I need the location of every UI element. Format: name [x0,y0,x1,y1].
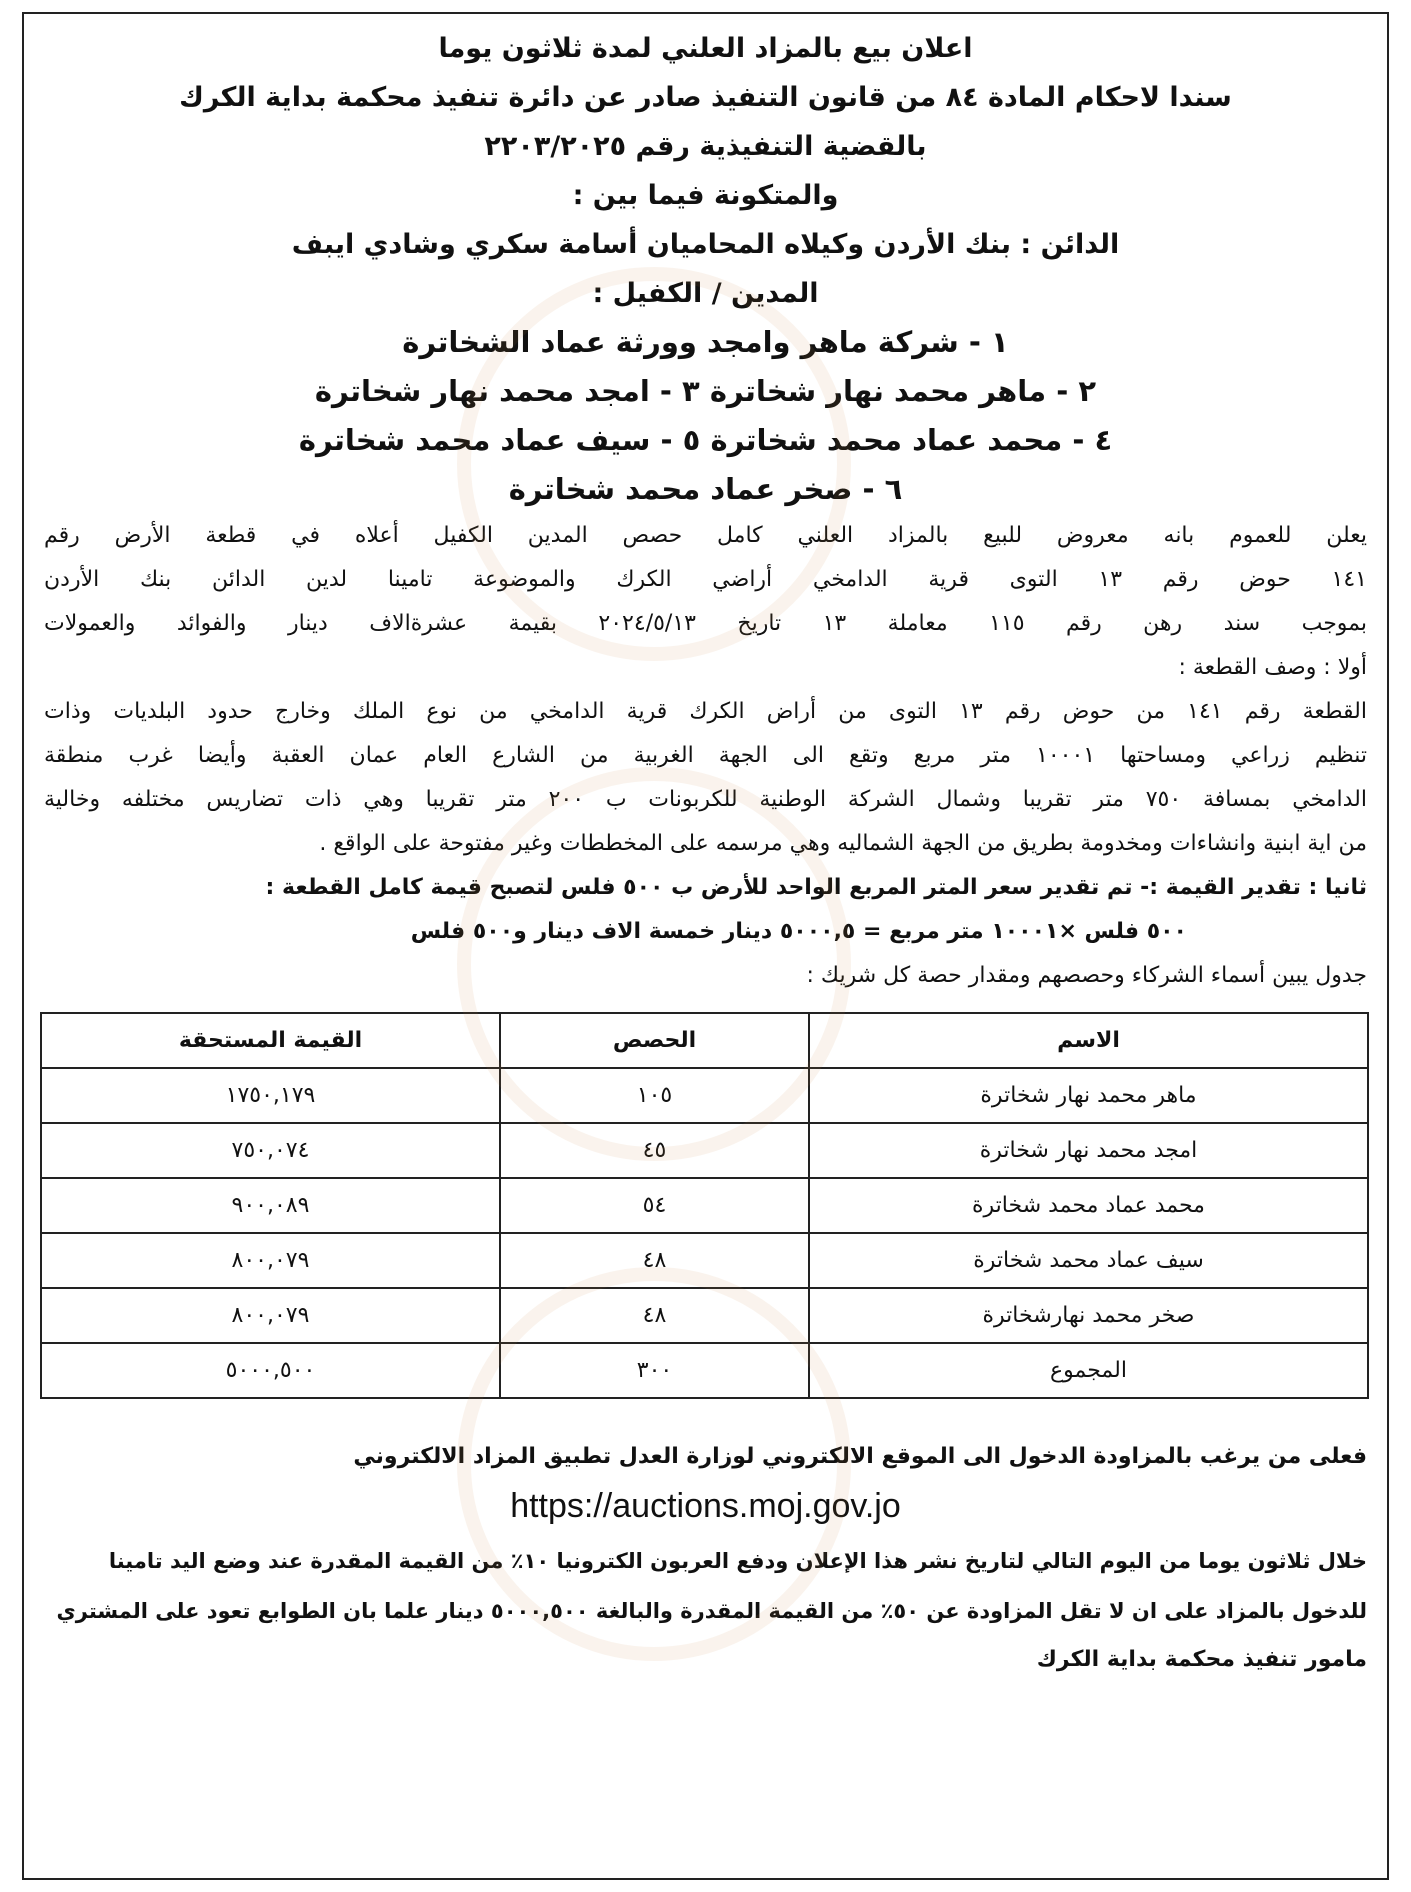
table-row [41,1288,1368,1343]
description-line: من اية ابنية وانشاءات ومخدومة بطريق من الجهة الشماليه وهي مرسمه على المخططات وغير مفتوحة على الواقع . [319,831,1367,856]
cell-name: امجد محمد نهار شخاترة [809,1123,1368,1178]
shares-table [40,1012,1369,1399]
cell-value: ١٧٥٠,١٧٩ [41,1068,500,1123]
footer-deposit-terms: خلال ثلاثون يوما من اليوم التالي لتاريخ نشر هذا الإعلان ودفع العربون الكترونيا ١٠٪ من القيمة المقدرة عند وضع اليد تامينا [108,1549,1367,1573]
footer-bid-terms: للدخول بالمزاد على ان لا تقل المزاودة عن ٥٠٪ من القيمة المقدرة والبالغة ٥٠٠٠,٥٠٠ دينار علما بان الطوابع تعود على المشتري [56,1599,1367,1623]
table-intro: جدول يبين أسماء الشركاء وحصصهم ومقدار حصة كل شريك : [806,963,1367,988]
cell-name: سيف عماد محمد شخاترة [809,1233,1368,1288]
heading-parties: والمتكونة فيما بين : [572,180,839,211]
table-header-row [41,1013,1368,1068]
column-header-value: القيمة المستحقة [41,1013,500,1068]
heading-debtor-label: المدين / الكفيل : [592,278,819,309]
description-line: الدامخي بمسافة ٧٥٠ متر تقريبا وشمال الشركة الوطنية للكربونات ب ٢٠٠ متر تقريبا وهي ذات تضاريس مختلفه وخالية [44,787,1367,812]
cell-name: ماهر محمد نهار شخاترة [809,1068,1368,1123]
cell-name: المجموع [809,1343,1368,1398]
column-header-name: الاسم [809,1013,1368,1068]
cell-shares: ٤٨ [500,1233,809,1288]
cell-shares: ٤٥ [500,1123,809,1178]
auction-url-link[interactable]: https://auctions.moj.gov.jo [510,1487,901,1525]
cell-shares: ٤٨ [500,1288,809,1343]
footer-bidding-instructions: فعلى من يرغب بالمزاودة الدخول الى الموقع الالكتروني لوزارة العدل تطبيق المزاد الالكتروني [353,1444,1367,1469]
cell-value: ٧٥٠,٠٧٤ [41,1123,500,1178]
table-total-row [41,1343,1368,1398]
auction-notice [22,12,1389,1880]
debtor-6: ٦ - صخر عماد محمد شخاترة [508,472,903,506]
section-1-title: أولا : وصف القطعة : [1178,655,1367,680]
cell-value: ٨٠٠,٠٧٩ [41,1233,500,1288]
cell-value: ٨٠٠,٠٧٩ [41,1288,500,1343]
heading-legal-basis: سندا لاحكام المادة ٨٤ من قانون التنفيذ صادر عن دائرة تنفيذ محكمة بداية الكرك [179,82,1232,113]
heading-creditor: الدائن : بنك الأردن وكيلاه المحاميان أسامة سكري وشادي ايبف [291,229,1120,260]
table-row [41,1233,1368,1288]
cell-shares: ٣٠٠ [500,1343,809,1398]
cell-shares: ٥٤ [500,1178,809,1233]
cell-name: محمد عماد محمد شخاترة [809,1178,1368,1233]
description-line: القطعة رقم ١٤١ من حوض رقم ١٣ التوى من أراض الكرك قرية الدامخي من نوع الملك وخارج حدود البلديات وذات [44,699,1368,724]
heading-title: اعلان بيع بالمزاد العلني لمدة ثلاثون يوما [438,33,973,64]
table-row [41,1123,1368,1178]
heading-case-number: بالقضية التنفيذية رقم ٢٢٠٣/٢٠٢٥ [484,131,927,162]
signature: مامور تنفيذ محكمة بداية الكرك [1036,1647,1367,1672]
cell-value: ٥٠٠٠,٥٠٠ [41,1343,500,1398]
debtor-4-5: ٤ - محمد عماد محمد شخاترة ٥ - سيف عماد محمد شخاترة [298,423,1113,457]
intro-line: ١٤١ حوض رقم ١٣ التوى قرية الدامخي أراضي الكرك والموضوعة تامينا لدين الدائن بنك الأردن [44,567,1367,592]
cell-shares: ١٠٥ [500,1068,809,1123]
column-header-shares: الحصص [500,1013,809,1068]
intro-paragraph [24,514,1387,646]
section-2-valuation: ثانيا : تقدير القيمة :- تم تقدير سعر المتر المربع الواحد للأرض ب ٥٠٠ فلس لتصبح قيمة كامل القطعة : [265,875,1367,900]
intro-line: بموجب سند رهن رقم ١١٥ معاملة ١٣ تاريخ ٢٠٢٤/٥/١٣ بقيمة عشرةالاف دينار والفوائد والعمولات [44,611,1368,636]
cell-value: ٩٠٠,٠٨٩ [41,1178,500,1233]
valuation-calculation: ٥٠٠ فلس ×١٠٠٠١ متر مربع = ٥٠٠٠,٥ دينار خمسة الاف دينار و٥٠٠ فلس [410,919,1187,944]
table-row [41,1178,1368,1233]
debtor-1: ١ - شركة ماهر وامجد وورثة عماد الشخاترة [402,325,1009,359]
cell-name: صخر محمد نهارشخاترة [809,1288,1368,1343]
debtor-2-3: ٢ - ماهر محمد نهار شخاترة ٣ - امجد محمد نهار شخاترة [314,374,1097,408]
intro-line: يعلن للعموم بانه معروض للبيع بالمزاد العلني كامل حصص المدين الكفيل أعلاه في قطعة الأرض رقم [44,523,1367,548]
description-paragraph [24,690,1387,866]
description-line: تنظيم زراعي ومساحتها ١٠٠٠١ متر مربع وتقع الى الجهة الغربية من الشارع العام عمان العقبة وأيضا غرب منطقة [44,743,1367,768]
table-row [41,1068,1368,1123]
